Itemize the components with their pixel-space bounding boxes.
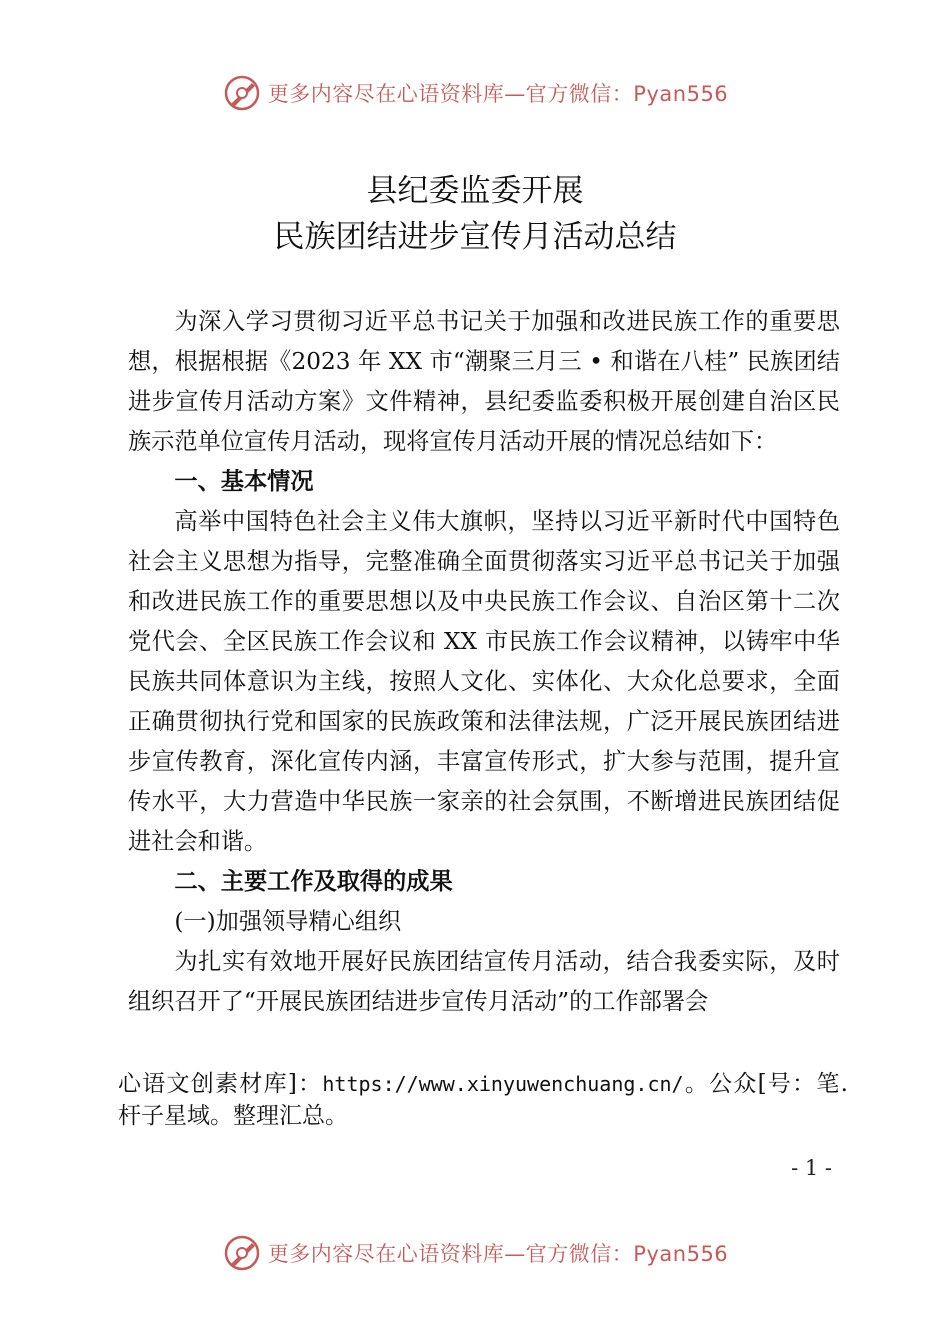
subsection-1-paragraph: 为扎实有效地开展好民族团结宣传月活动，结合我委实际，及时组织召开了“开展民族团结进步宣传月活动”的工作部署会 xyxy=(128,948,840,1015)
intro-paragraph: 为深入学习贯彻习近平总书记关于加强和改进民族工作的重要思想，根据根据《2023 年 XX 市“潮聚三月三 • 和谐在八桂” 民族团结进步宣传月活动方案》文件精神，县纪委监委积极开展创建自治区民族示范单位宣传月活动，现将宣传月活动开展的情况总结如下： xyxy=(128,308,840,455)
source-footnote xyxy=(118,1068,848,1132)
page-number: - 1 - xyxy=(791,1156,832,1180)
footer-banner xyxy=(0,1228,950,1278)
header-banner xyxy=(0,68,950,118)
footnote-link[interactable]: https://www.xinyuwenchuang.cn/ xyxy=(322,1072,684,1096)
pen-circle-logo-icon xyxy=(222,73,262,113)
doc-body xyxy=(128,302,840,1022)
banner-text: 更多内容尽在心语资料库—官方微信：Pyan556 xyxy=(267,82,729,106)
pen-circle-logo-icon xyxy=(222,1233,262,1273)
footnote-prefix: 心语文创素材库]： xyxy=(118,1071,323,1097)
footnote-suffix: 。公众[号：笔.杆子星域。整理汇总。 xyxy=(118,1071,848,1129)
banner-text: 更多内容尽在心语资料库—官方微信：Pyan556 xyxy=(267,1242,729,1266)
section-heading-1: 一、基本情况 xyxy=(174,468,314,495)
doc-title-line2: 民族团结进步宣传月活动总结 xyxy=(273,219,677,255)
section-heading-2: 二、主要工作及取得的成果 xyxy=(174,868,453,895)
section-1-paragraph: 高举中国特色社会主义伟大旗帜，坚持以习近平新时代中国特色社会主义思想为指导，完整准确全面贯彻落实习近平总书记关于加强和改进民族工作的重要思想以及中央民族工作会议、自治区第十二次党代会、全区民族工作会议和 XX 市民族工作会议精神，以铸牢中华民族共同体意识为主线，按照人文化、实体化、大众化总要求，全面正确贯彻执行党和国家的民族政策和法律法规，广泛开展民族团结进步宣传教育，深化宣传内涵，丰富宣传形式，扩大参与范围，提升宣传水平，大力营造中华民族一家亲的社会氛围，不断增进民族团结促进社会和谐。 xyxy=(128,508,840,855)
doc-title-line1: 县纪委监委开展 xyxy=(366,173,584,209)
subsection-heading-1: (一)加强领导精心组织 xyxy=(174,908,402,935)
